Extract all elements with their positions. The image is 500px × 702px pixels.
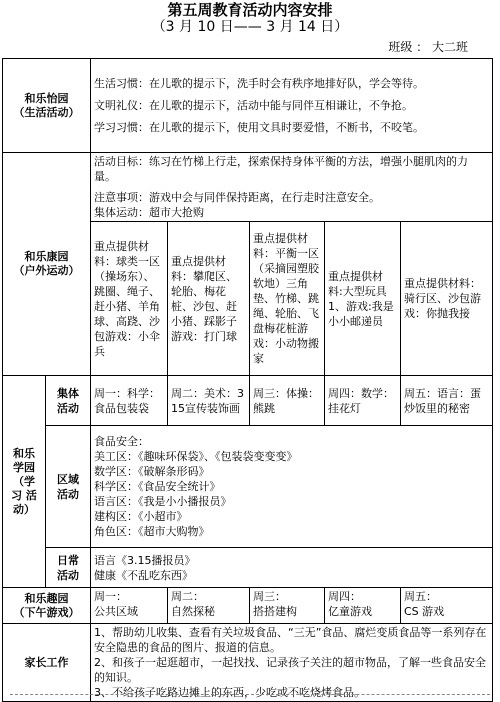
day-text: 自然探秘 <box>171 605 215 618</box>
date-range: （3 月 10 日—— 3 月 14 日） <box>151 19 349 35</box>
group-day-3: 周三：体操：熊跳 <box>250 376 325 426</box>
day-label: 周一： <box>94 590 127 603</box>
area-line: 语言区：《我是小小播报员》 <box>94 495 232 508</box>
daily-activity-label: 日常 活动 <box>46 548 91 588</box>
outdoor-day-3: 重点提供材料：平衡一区（采摘园塑胶软地）三角垫、竹梯、跳绳、轮胎、飞盘梅花桩游戏：小动物搬家 <box>250 222 325 376</box>
living-line: 学习习惯：在儿歌的提示下，使用文具时要爱惜，不断书，不咬笔。 <box>94 121 424 134</box>
afternoon-day-4 <box>325 588 401 624</box>
afternoon-day-3 <box>250 588 325 624</box>
afternoon-day-1 <box>91 588 168 624</box>
area-line: 数学区：《破解条形码》 <box>94 465 210 478</box>
afternoon-day-2 <box>168 588 250 624</box>
living-row <box>3 59 493 153</box>
bottom-divider <box>10 694 490 695</box>
day-text: 亿童游戏 <box>328 605 372 618</box>
daily-line: 健康《不乱吃东西》 <box>94 568 193 582</box>
area-line: 科学区：《食品安全统计》 <box>94 480 221 493</box>
living-line: 文明礼仪：在儿歌的提示下，活动中能与同伴互相谦让，不争抢。 <box>94 99 413 112</box>
group-activity-label: 集体 活动 <box>46 376 91 426</box>
outdoor-day-5: 重点提供材料：骑行区、沙包游戏：你抛我接 <box>401 222 493 376</box>
learning-area-row <box>3 426 493 548</box>
class-label: 班级 ： 大二班 <box>388 40 468 54</box>
group-day-5: 周五：语言：蛋炒饭里的秘密 <box>401 376 493 426</box>
living-line: 生活习惯：在儿歌的提示下，洗手时会有秩序地排好队，学会等待。 <box>94 77 424 90</box>
living-content <box>91 59 493 153</box>
day-text: CS 游戏 <box>404 605 445 618</box>
day-label: 周五： <box>404 590 437 603</box>
group-day-1: 周一：科学：食品包装袋 <box>91 376 168 426</box>
outdoor-section-label: 和乐康园 （户外运动） <box>3 153 91 376</box>
schedule-table <box>2 58 493 702</box>
day-text: 公共区域 <box>94 605 138 618</box>
daily-activity-content <box>91 548 493 588</box>
daily-line: 语言《3.15播报员》 <box>94 553 196 567</box>
outdoor-goals <box>91 153 493 222</box>
day-label: 周四： <box>328 590 361 603</box>
family-row <box>3 624 493 702</box>
family-line: 3、不给孩子吃路边摊上的东西，少吃或不吃烧烤食品。 <box>94 686 365 699</box>
group-day-2: 周二：美术：315宣传装饰画 <box>168 376 250 426</box>
afternoon-section-label: 和乐趣园 （下午游戏） <box>3 588 91 624</box>
area-line: 食品安全： <box>94 435 149 448</box>
outdoor-goal-row <box>3 153 493 222</box>
family-section-label: 家长工作 <box>3 624 91 702</box>
outdoor-target: 活动目标：练习在竹梯上行走，探索保持身体平衡的方法，增强小腿肌肉的力量。 <box>94 155 468 183</box>
group-day-4: 周四：数学：挂花灯 <box>325 376 401 426</box>
area-line: 角色区：《超市大购物》 <box>94 525 210 538</box>
outdoor-day-4: 重点提供材料:大型玩具1、游戏:我是小小邮递员 <box>325 222 401 376</box>
outdoor-day-2: 重点提供材料：攀爬区、轮胎、梅花桩、沙包、赶小猪、踩影子游戏：打门球 <box>168 222 250 376</box>
day-label: 周二： <box>171 590 204 603</box>
family-line: 2、和孩子一起逛超市，一起找找、记录孩子关注的超市物品，了解一些食品安全的知识。 <box>94 656 486 684</box>
area-line: 美工区：《趣味环保袋》、《包装袋变变变》 <box>94 450 298 463</box>
afternoon-row <box>3 588 493 624</box>
learning-section-label: 和乐 学园 （学 习 活 动） <box>3 376 46 588</box>
family-content <box>91 624 493 702</box>
outdoor-note: 注意事项：游戏中会与同伴保持距离，在行走时注意安全。 <box>94 191 380 204</box>
outdoor-group: 集体运动：超市大抢购 <box>94 206 204 219</box>
area-line: 建构区：《小超市》 <box>94 510 188 523</box>
learning-group-row <box>3 376 493 426</box>
page-title: 第五周教育活动内容安排 <box>167 1 333 19</box>
area-activity-label: 区域 活动 <box>46 426 91 548</box>
living-section-label: 和乐怡园 （生活活动） <box>3 59 91 153</box>
area-activity-content <box>91 426 493 548</box>
day-text: 搭搭建构 <box>253 605 297 618</box>
afternoon-day-5 <box>401 588 493 624</box>
day-label: 周三： <box>253 590 286 603</box>
outdoor-day-1: 重点提供材料：球类一区（操场东）、跳圈、绳子、赶小猪、羊角球、高跷、沙包游戏：小伞兵 <box>91 222 168 376</box>
family-line: 1、帮助幼儿收集、查看有关垃圾食品、“三无”食品、腐烂变质食品等一系列存在安全隐患的食品的图片、报道的信息。 <box>94 626 487 654</box>
learning-daily-row <box>3 548 493 588</box>
